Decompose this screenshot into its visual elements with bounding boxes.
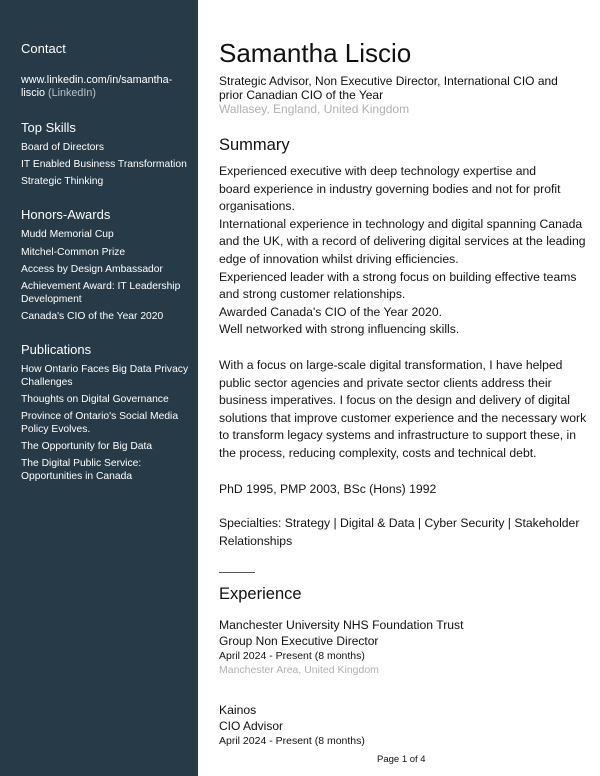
experience-company: Manchester University NHS Foundation Trust [219,618,464,632]
honor-item: Mitchel-Common Prize [21,247,126,258]
sidebar [0,0,198,776]
skill-item: Board of Directors [21,142,104,153]
honor-item: Canada's CIO of the Year 2020 [21,311,164,322]
summary-line: Experienced leader with a strong focus on building effective teams [219,269,577,284]
summary-paragraph-2 [219,357,587,463]
summary-line: and the UK, with a record of delivering digital services at the leading [219,234,586,249]
experience-title: Group Non Executive Director [219,634,379,648]
publication-item: Thoughts on Digital Governance [21,394,169,405]
summary-line: to transform legacy systems and infrastructure to support these, in [219,428,576,443]
linkedin-label: (LinkedIn) [48,86,97,99]
profile-name: Samantha Liscio [219,38,412,68]
summary-line: International experience in technology and digital spanning Canada [219,216,583,231]
experience-dates: April 2024 - Present (8 months) [219,735,365,747]
page-number: Page 1 of 4 [377,754,426,765]
linkedin-url-line1: www.linkedin.com/in/samantha- [21,74,173,86]
specialties-line: Specialties: Strategy | Digital & Data | Cyber Security | Stakeholder [219,516,580,530]
experience-heading: Experience [219,585,302,603]
publication-item: Province of Ontario's Social Media Policy Evolves. [21,411,179,435]
skill-item: Strategic Thinking [21,176,104,187]
publication-item: The Digital Public Service: Opportunities in Canada [21,458,142,482]
summary-line: Well networked with strong influencing skills. [219,322,460,337]
specialties-line: Relationships [219,533,293,548]
summary-line: Awarded Canada's CIO of the Year 2020. [219,304,442,319]
summary-line: edge of innovation whilst driving efficiencies. [219,251,459,266]
summary-line: board experience in industry governing bodies and not for profit [219,181,561,196]
publication-item: The Opportunity for Big Data [21,441,153,452]
experience-location: Manchester Area, United Kingdom [219,664,379,676]
summary-paragraph-1 [219,163,586,339]
summary-line: the process, reducing complexity, costs and technical debt. [219,445,537,460]
profile-headline: Strategic Advisor, Non Executive Director, International CIO and prior Canadian CIO of the Year [219,74,558,102]
experience-company: Kainos [219,703,257,717]
summary-specialties [219,515,581,550]
summary-line: organisations. [219,199,295,214]
summary-line: public sector agencies and private sector clients address their [219,375,552,390]
linkedin-url-line2: liscio [21,86,45,99]
contact-heading: Contact [21,41,66,56]
linkedin-link[interactable] [21,74,193,99]
experience-title: CIO Advisor [219,719,284,733]
honor-item: Mudd Memorial Cup [21,229,114,240]
summary-line: Experienced executive with deep technology expertise and [219,164,537,178]
publications-heading: Publications [21,342,92,357]
summary-line: and strong customer relationships. [219,287,406,302]
honors-awards-heading: Honors-Awards [21,207,111,222]
experience-dates: April 2024 - Present (8 months) [219,650,365,662]
profile-location: Wallasey, England, United Kingdom [219,102,410,116]
summary-heading: Summary [219,136,290,154]
summary-line: business imperatives. I focus on the design and delivery of digital [219,393,570,408]
honor-item: Achievement Award: IT Leadership Development [21,281,181,305]
skill-item: IT Enabled Business Transformation [21,159,187,170]
top-skills-heading: Top Skills [21,120,76,135]
publication-item: How Ontario Faces Big Data Privacy Challenges [21,364,189,388]
honor-item: Access by Design Ambassador [21,264,163,275]
section-divider [219,572,255,573]
summary-degrees: PhD 1995, PMP 2003, BSc (Hons) 1992 [219,482,437,496]
summary-line: With a focus on large-scale digital transformation, I have helped [219,358,563,372]
summary-line: solutions that improve customer experience and the necessary work [219,410,587,425]
